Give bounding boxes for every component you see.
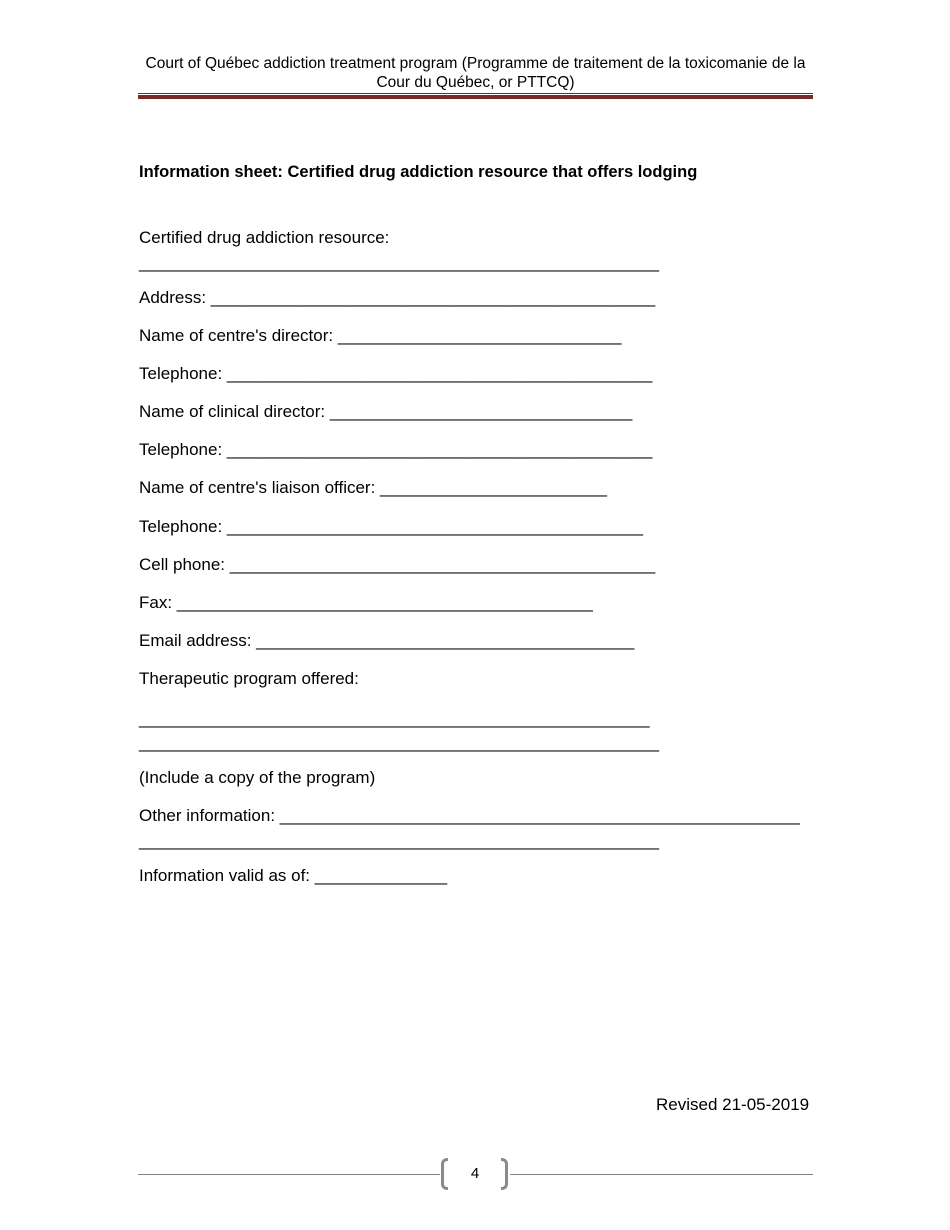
program-blank-line-2: _______________________________________________________	[139, 733, 660, 752]
other-information-field: Other information: _______________________________________________________	[139, 806, 800, 825]
program-copy-note: (Include a copy of the program)	[139, 768, 376, 787]
page-number: 4	[470, 1165, 480, 1182]
right-brace-icon	[501, 1158, 508, 1190]
footer-rule-left	[138, 1174, 440, 1175]
email-field: Email address: ________________________________________	[139, 631, 635, 650]
valid-as-of-field: Information valid as of: ______________	[139, 866, 448, 885]
header-rule-thin	[138, 93, 813, 94]
address-field: Address: _______________________________________________	[139, 288, 656, 307]
liaison-telephone-field: Telephone: ____________________________________________	[139, 517, 643, 536]
clinical-telephone-field: Telephone: _____________________________________________	[139, 440, 653, 459]
therapeutic-program-label: Therapeutic program offered:	[139, 669, 359, 688]
form-title: Information sheet: Certified drug addiction resource that offers lodging	[139, 163, 698, 181]
revised-date: Revised 21-05-2019	[656, 1095, 810, 1114]
other-information-blank-line: _______________________________________________________	[139, 831, 660, 850]
clinical-director-field: Name of clinical director: ________________________________	[139, 402, 633, 421]
header-title: Court of Québec addiction treatment program (Programme de traitement de la toxicomanie de la Cour du Québec, or PTTCQ)	[145, 55, 806, 91]
liaison-officer-field: Name of centre's liaison officer: ________________________	[139, 478, 607, 497]
footer-rule-right	[510, 1174, 813, 1175]
program-blank-line-1: ______________________________________________________	[139, 709, 650, 728]
cell-phone-field: Cell phone: _____________________________________________	[139, 555, 656, 574]
header-rule-thick	[138, 95, 813, 99]
fax-field: Fax: ____________________________________________	[139, 593, 593, 612]
resource-label: Certified drug addiction resource:	[139, 228, 390, 247]
director-telephone-field: Telephone: _____________________________________________	[139, 364, 653, 383]
resource-blank-line: _______________________________________________________	[139, 253, 660, 272]
centre-director-field: Name of centre's director: ______________________________	[139, 326, 622, 345]
left-brace-icon	[441, 1158, 448, 1190]
